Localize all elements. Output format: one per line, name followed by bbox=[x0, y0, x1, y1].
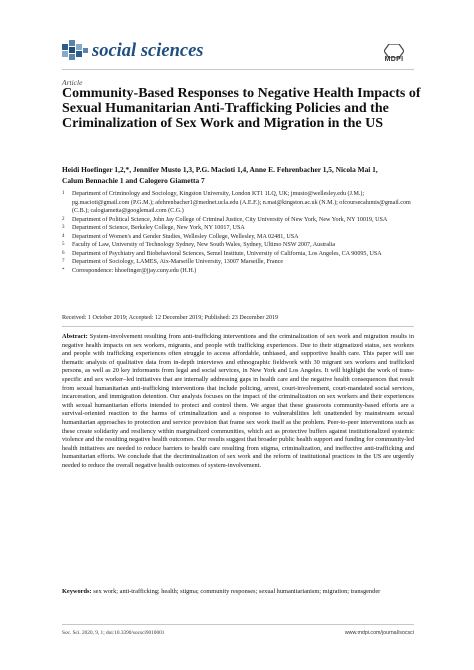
affiliation: 3 Department of Science, Berkeley College, New York, NY 10017, USA bbox=[62, 225, 245, 231]
article-type: Article bbox=[62, 78, 83, 87]
journal-url[interactable]: www.mdpi.com/journal/socsci bbox=[344, 630, 414, 636]
abstract bbox=[62, 333, 414, 471]
journal-name: social sciences bbox=[92, 41, 204, 61]
affiliation: 1 Department of Criminology and Sociology, Kingston University, London KT1 1LQ, UK; jmusto@wellesley.edu (J.M.); pg.macioti@gmail.com (P.G.M.); afehrenbacher1@mednet.ucla.edu (A.E.F.); n.mai@kingston.ac.uk (N.M.); ofcoursecalumis@gmail.com (C.B.); calogiametta@googlemail.com (C.G.) bbox=[62, 191, 411, 214]
author-line: Calum Bennachie 1 and Calogero Giametta 7 bbox=[62, 176, 205, 185]
author-line: Heidi Hoefinger 1,2,*, Jennifer Musto 1,3, P.G. Macioti 1,4, Anne E. Fehrenbacher 1,5, Nicola Mai 1, bbox=[62, 165, 378, 174]
header-rule bbox=[62, 69, 414, 70]
keywords-text: sex work; anti-trafficking; health; stigma; community responses; sexual humanitarianism; migration; transgender bbox=[93, 588, 381, 595]
publisher-name: MDPI bbox=[384, 56, 404, 63]
journal-logo-icon bbox=[62, 40, 88, 62]
abstract-label: Abstract: bbox=[62, 333, 88, 340]
affiliation: 4 Department of Women's and Gender Studies, Wellesley College, Wellesley, MA 02481, USA bbox=[62, 233, 299, 240]
affiliation: 5 Faculty of Law, University of Technology Sydney, New South Wales, Sydney, Ultimo NSW 2007, Australia bbox=[62, 242, 336, 248]
publication-dates: Received: 1 October 2019; Accepted: 12 December 2019; Published: 23 December 2019 bbox=[62, 315, 279, 321]
article-title: Community-Based Responses to Negative Health Impacts of Sexual Humanitarian Anti-Trafficking Policies and the Criminalization of Sex Work and Migration in the US bbox=[62, 86, 421, 131]
affiliation: 2 Department of Political Science, John Jay College of Criminal Justice, City University of New York, New York, NY 10019, USA bbox=[62, 216, 388, 223]
dates-rule bbox=[62, 326, 414, 327]
footer-rule bbox=[62, 624, 414, 625]
keywords bbox=[62, 588, 414, 597]
affiliation: 6 Department of Psychiatry and Biobehavioral Sciences, Semel Institute, University of California, Los Angeles, CA 90095, USA bbox=[62, 250, 382, 257]
abstract-text: System-involvement resulting from anti-trafficking interventions and the criminalization of sex work and migration results in negative health impacts on sex workers, migrants, and people with trafficking experiences. Due to their stigmatized status, sex workers and people with trafficking experiences often struggle to access affordable, unbiased, and supportive health care. This paper will use thematic analysis of qualitative data from in-depth interviews and ethnographic fieldwork with 30 migrant sex workers and trafficked persons, as well as 20 key informants from legal and social services, in New York and Los Angeles. It will highlight the work of trans-specific and sex worker–led initiatives that are internally addressing gaps in health care and the negative health consequences that result from sexual humanitarian anti-trafficking interventions that include policing, arrest, court-involvement, court-mandated social services, incarceration, and immigration detention. Our analysis focuses on the impact of the criminalization on sex workers and their experiences with sexual humanitarian efforts intended to protect and control them. We argue that these grassroots community-based efforts are a survival-oriented reaction to the harms of criminalization and a response to vulnerabilities left unattended by mainstream sexual humanitarian approaches to protection and service provision that frame sex work itself as the problem. Peer-to-peer interventions such as these create solidarity and resiliency within marginalized communities, which act as protective buffers against institutionalized systemic violence and the resulting negative health outcomes. Our results suggest that broader public health support and funding for community-led health initiatives are needed to reduce barriers to health care resulting from stigma, criminalization, and ineffective anti-trafficking and humanitarian efforts. We conclude that the decriminalization of sex work and the reform of institutional practices in the US are urgently needed to reduce the overall negative health outcomes of system-involvement. bbox=[62, 333, 414, 469]
affiliations bbox=[62, 190, 422, 275]
author-list bbox=[62, 164, 422, 186]
correspondence: * Correspondence: hhoefinger@jjay.cuny.edu (H.H.) bbox=[62, 267, 197, 274]
keywords-label: Keywords: bbox=[62, 588, 92, 595]
affiliation: 7 Department of Sociology, LAMES, Aix-Marseille University, 13007 Marseille, France bbox=[62, 259, 284, 265]
citation: Soc. Sci. 2020, 9, 1; doi:10.3390/socsci9010001 bbox=[62, 630, 165, 636]
publisher-logo bbox=[374, 44, 414, 64]
